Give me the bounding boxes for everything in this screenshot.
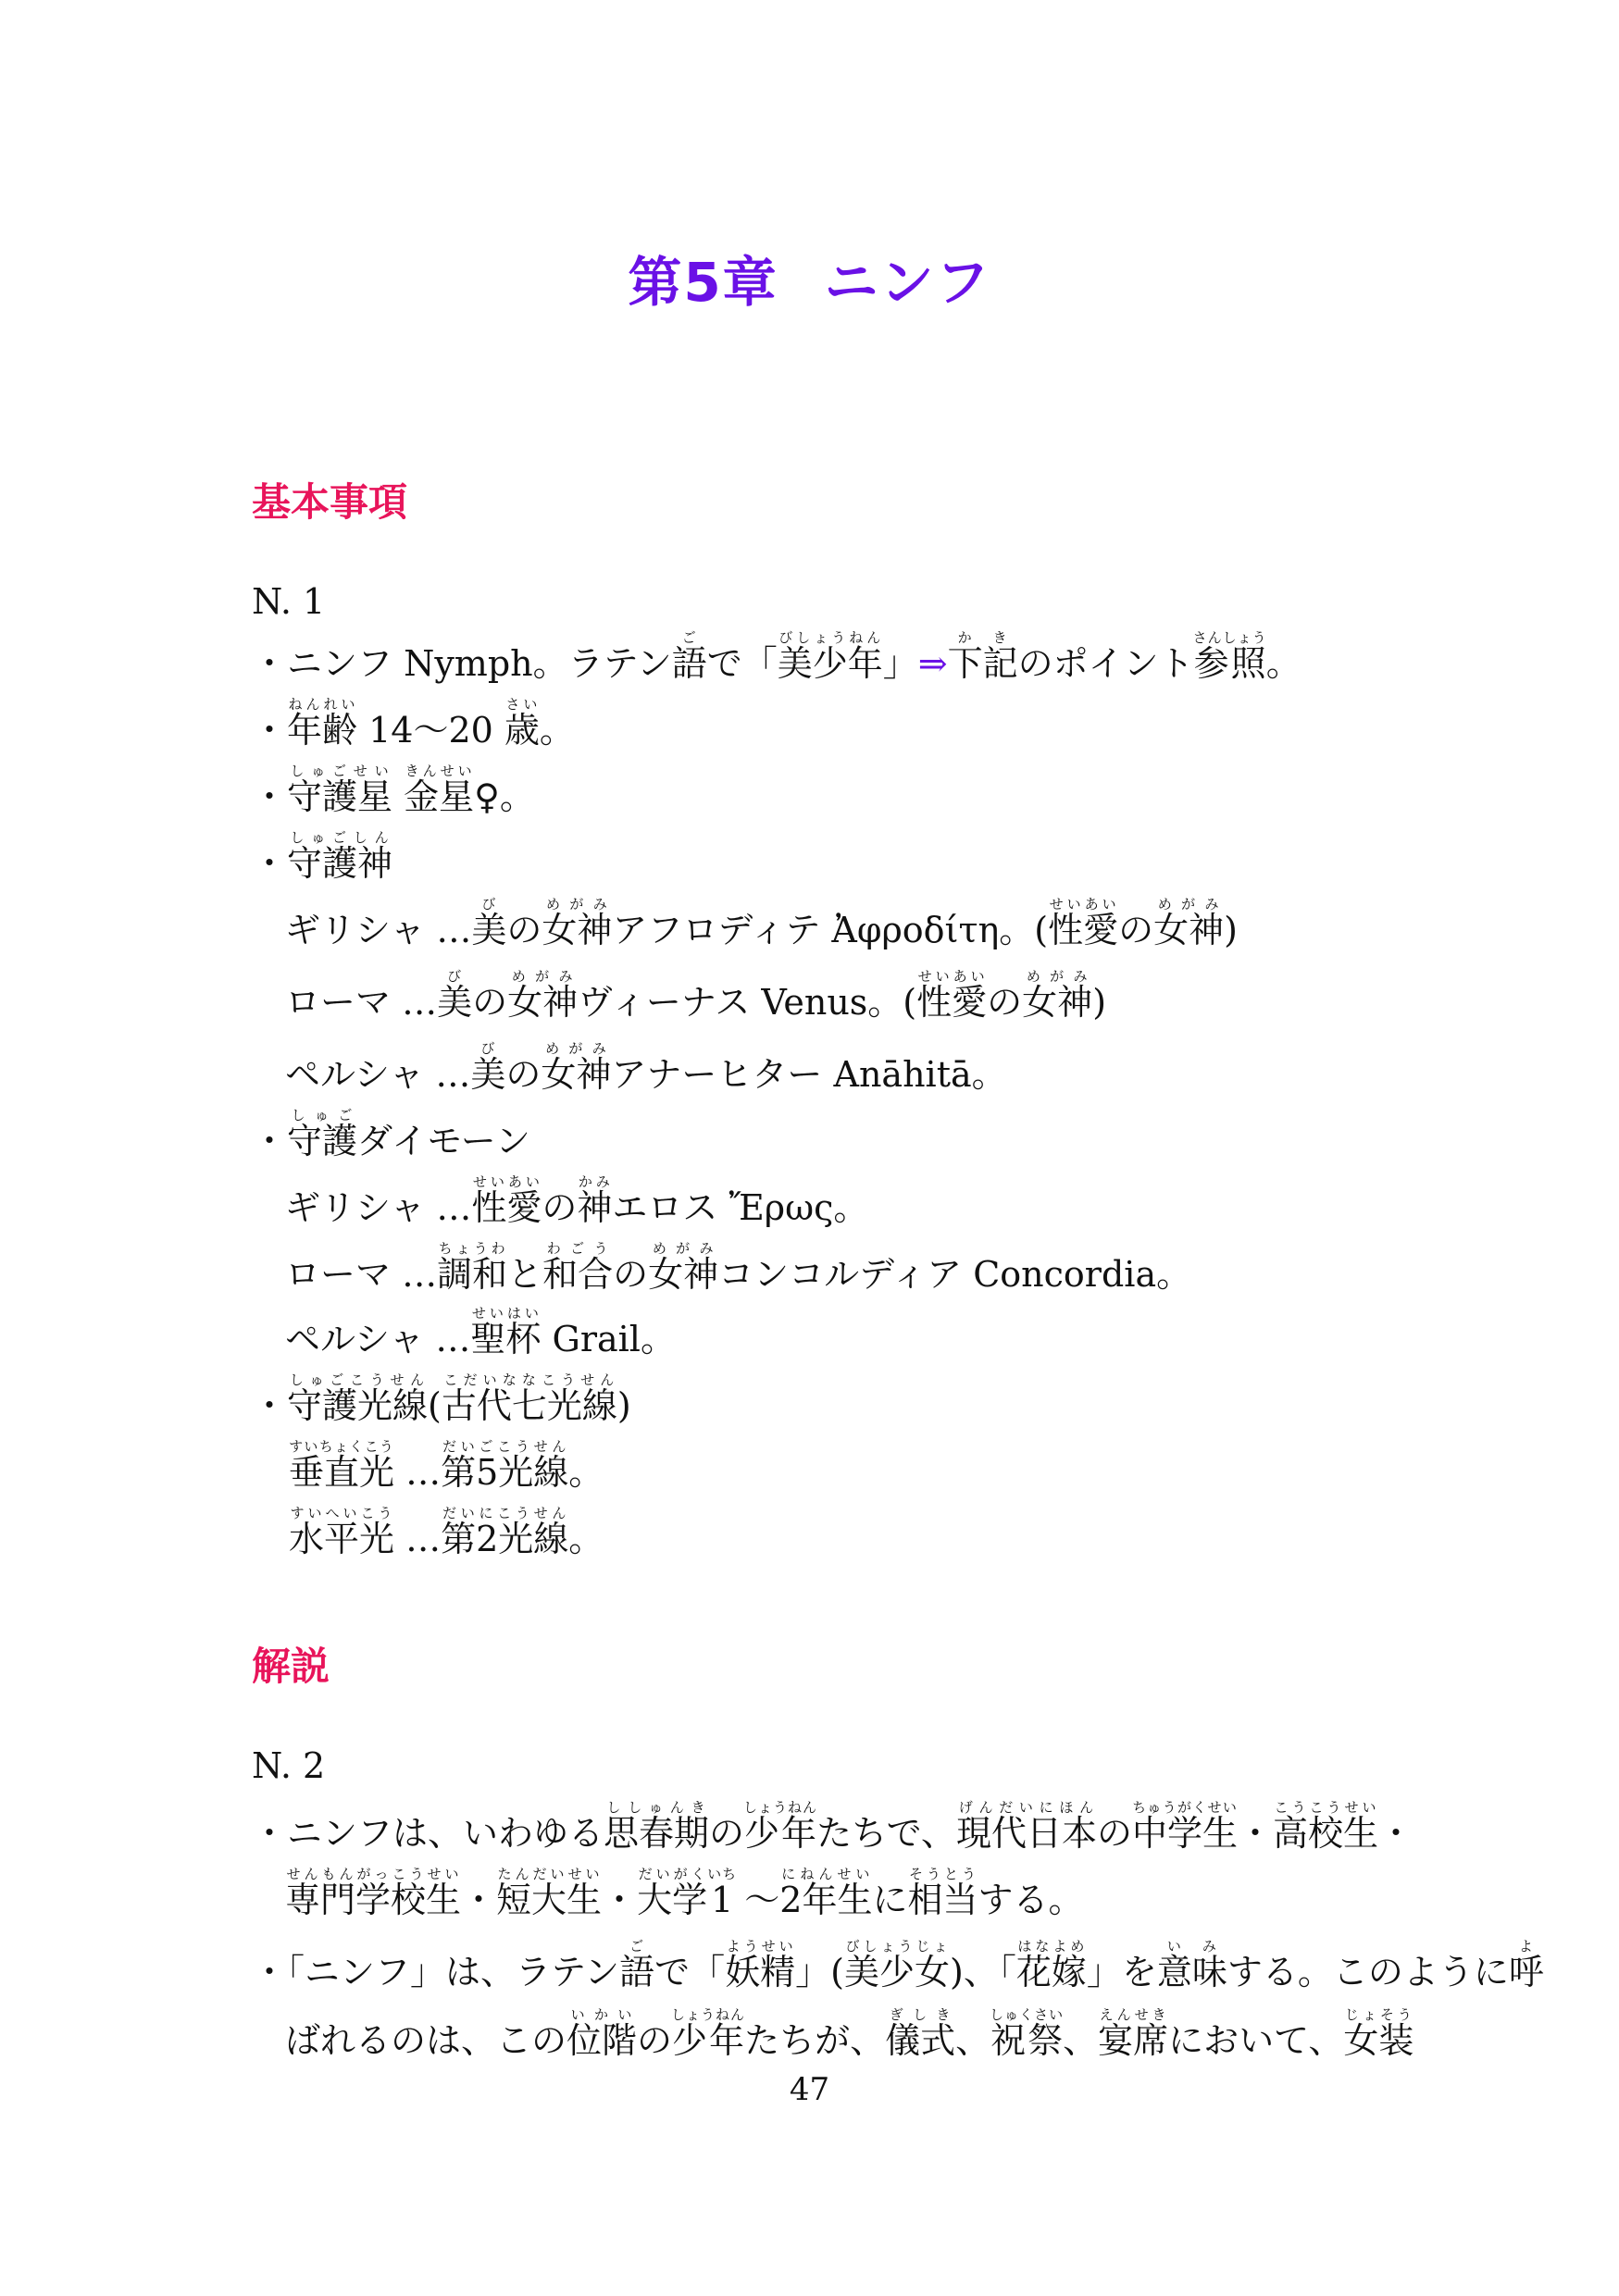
n1-line-horizontal-ray: 水平光すいへいこう …第2光線だいにこうせん。 (289, 1505, 604, 1559)
section-heading-commentary: 解説 (252, 1644, 330, 1689)
n2-line-1: ・ニンフは、いわゆる思春期ししゅんきの少年しょうねんたちで、現代日本げんだいにほんの中学生ちゅうがくせい・高校生こうこうせい・ (252, 1799, 1414, 1854)
paragraph-number-n1: N. 1 (252, 581, 326, 622)
n1-line-age: ・年齢ねんれい 14～20 歳さい。 (252, 696, 575, 751)
n2-line-2: 専門学校生せんもんがっこうせい・短大生たんだいせい・大学だいがく1いち ～2年生にねんせいに相当そうとうする。 (285, 1866, 1084, 1920)
n1-line-persia-deity: ペルシャ …美びの女神めがみアナーヒター Anāhitā。 (285, 1040, 1007, 1095)
n1-line-rome-daimon: ローマ …調和ちょうわと和合わごうの女神めがみコンコルディア Concordia。 (285, 1240, 1192, 1295)
chapter-label: 第5章 (628, 251, 778, 314)
chapter-title (0, 239, 1619, 316)
n2-line-4: ばれるのは、この位階いかいの少年しょうねんたちが、儀式ぎしき、祝祭しゅくさい、宴席えんせきにおいて、女装じょそう (285, 2006, 1414, 2061)
n1-line-guardian-ray: ・守護光線しゅごこうせん(古代七光線こだいななこうせん) (252, 1371, 631, 1426)
n1-line-guardian-deity: ・守護神しゅごしん (252, 829, 393, 884)
chapter-name: ニンフ (824, 251, 991, 314)
section-heading-basics: 基本事項 (252, 479, 408, 525)
n1-line-greece-deity: ギリシャ …美びの女神めがみアフロディテ Ἀφροδίτη。(性愛せいあいの女神めがみ) (285, 896, 1238, 950)
paragraph-number-n2: N. 2 (252, 1745, 326, 1786)
n1-line-persia-daimon: ペルシャ …聖杯せいはい Grail。 (285, 1305, 676, 1359)
n1-line-vertical-ray: 垂直光すいちょくこう …第5光線だいごこうせん。 (289, 1438, 604, 1493)
n1-line-rome-deity: ローマ …美びの女神めがみヴィーナス Venus。(性愛せいあいの女神めがみ) (285, 968, 1107, 1023)
n1-line-definition: ・ニンフ Nymph。ラテン語ごで「美少年びしょうねん」⇒下記かきのポイント参照さんしょう。 (252, 629, 1301, 684)
page-number: 47 (789, 2071, 830, 2108)
arrow-icon: ⇒ (917, 643, 948, 684)
n2-line-3: ・「ニンフ」は、ラテン語ごで「妖精ようせい」(美少女びしょうじょ)、「花嫁はなよめ」を意味いみする。このように呼よ (252, 1938, 1544, 1992)
n1-line-greece-daimon: ギリシャ …性愛せいあいの神かみエロス Ἔρως。 (285, 1173, 869, 1228)
n1-line-guardian-star: ・守護星しゅごせい 金星きんせい♀。 (252, 763, 535, 817)
n1-line-guardian-daimon: ・守護しゅごダイモーン (252, 1107, 530, 1161)
